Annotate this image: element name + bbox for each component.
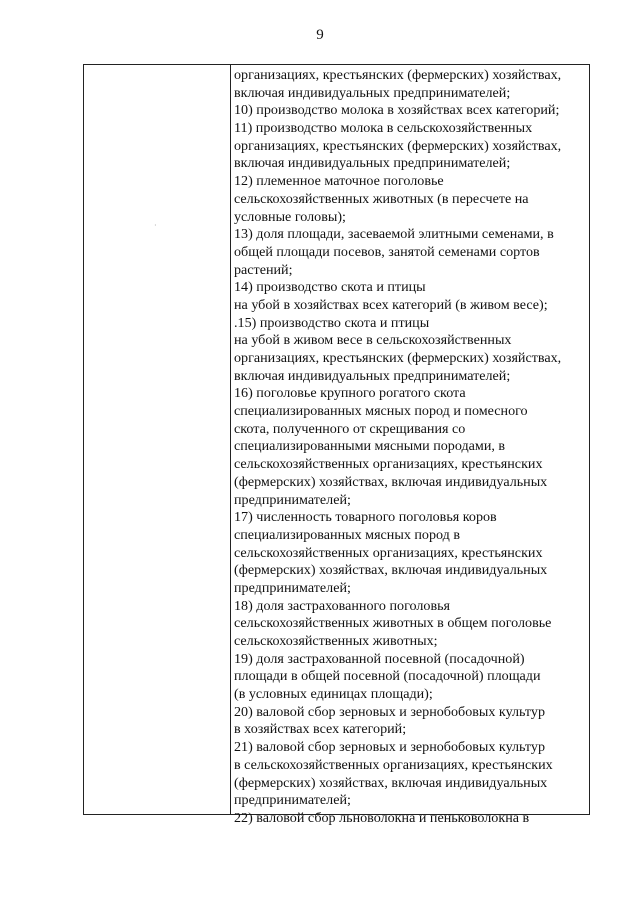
text-line: сельскохозяйственных организациях, крестьянских bbox=[234, 456, 543, 473]
text-line: 20) валовой сбор зерновых и зернобобовых культур bbox=[234, 703, 545, 720]
text-line: 21) валовой сбор зерновых и зернобобовых культур bbox=[234, 739, 545, 756]
text-line: 13) доля площади, засеваемой элитными семенами, в bbox=[234, 226, 554, 243]
text-line: предпринимателей; bbox=[234, 491, 351, 508]
text-line: предпринимателей; bbox=[234, 579, 351, 596]
text-line: включая индивидуальных предпринимателей; bbox=[234, 155, 511, 172]
column-divider bbox=[230, 65, 231, 814]
text-line: (в условных единицах площади); bbox=[234, 686, 433, 703]
text-line: общей площади посевов, занятой семенами сортов bbox=[234, 243, 540, 260]
text-line: условные головы); bbox=[234, 208, 346, 225]
text-line: специализированных мясных пород и помесного bbox=[234, 403, 528, 420]
text-line: в хозяйствах всех категорий; bbox=[234, 721, 407, 738]
text-line: на убой в живом весе в сельскохозяйственных bbox=[234, 332, 512, 349]
text-line: 11) производство молока в сельскохозяйственных bbox=[234, 120, 533, 137]
text-line: 16) поголовье крупного рогатого скота bbox=[234, 385, 466, 402]
text-line: (фермерских) хозяйствах, включая индивидуальных bbox=[234, 774, 548, 791]
page-number: 9 bbox=[316, 27, 324, 43]
scan-mark: · bbox=[154, 221, 157, 230]
text-line: 18) доля застрахованного поголовья bbox=[234, 597, 451, 614]
text-line: 10) производство молока в хозяйствах всех категорий; bbox=[234, 102, 560, 119]
text-line: сельскохозяйственных животных (в пересчете на bbox=[234, 190, 529, 207]
text-line: на убой в хозяйствах всех категорий (в живом весе); bbox=[234, 296, 548, 313]
text-line: 17) численность товарного поголовья коров bbox=[234, 509, 497, 526]
text-line: организациях, крестьянских (фермерских) хозяйствах, bbox=[234, 350, 562, 366]
text-line: 12) племенное маточное поголовье bbox=[234, 173, 444, 190]
text-line: 19) доля застрахованной посевной (посадочной) bbox=[234, 650, 525, 667]
text-line: специализированными мясными породами, в bbox=[234, 438, 506, 455]
text-line: (фермерских) хозяйствах, включая индивидуальных bbox=[234, 562, 548, 579]
text-line: предпринимателей; bbox=[234, 792, 351, 809]
text-line: организациях, крестьянских (фермерских) хозяйствах, bbox=[234, 137, 562, 154]
text-line: организациях, крестьянских (фермерских) хозяйствах, bbox=[234, 67, 562, 83]
table-left-cell bbox=[84, 65, 230, 814]
text-line: площади в общей посевной (посадочной) площади bbox=[234, 668, 541, 685]
text-line: 22) валовой сбор льноволокна и пеньковолокна в bbox=[234, 809, 530, 826]
document-table bbox=[83, 64, 590, 826]
text-line: сельскохозяйственных животных в общем поголовье bbox=[234, 615, 552, 632]
text-line: сельскохозяйственных животных; bbox=[234, 633, 438, 649]
text-line: растений; bbox=[234, 261, 293, 278]
text-line: включая индивидуальных предпринимателей; bbox=[234, 367, 511, 384]
text-line: .15) производство скота и птицы bbox=[234, 314, 430, 331]
text-line: в сельскохозяйственных организациях, крестьянских bbox=[234, 756, 553, 773]
text-line: (фермерских) хозяйствах, включая индивидуальных bbox=[234, 473, 548, 490]
table-right-cell bbox=[234, 67, 589, 828]
text-line: сельскохозяйственных организациях, крестьянских bbox=[234, 544, 543, 561]
text-line: специализированных мясных пород в bbox=[234, 526, 461, 543]
text-line: 14) производство скота и птицы bbox=[234, 279, 426, 296]
text-line: включая индивидуальных предпринимателей; bbox=[234, 84, 511, 101]
text-line: скота, полученного от скрещивания со bbox=[234, 420, 466, 437]
